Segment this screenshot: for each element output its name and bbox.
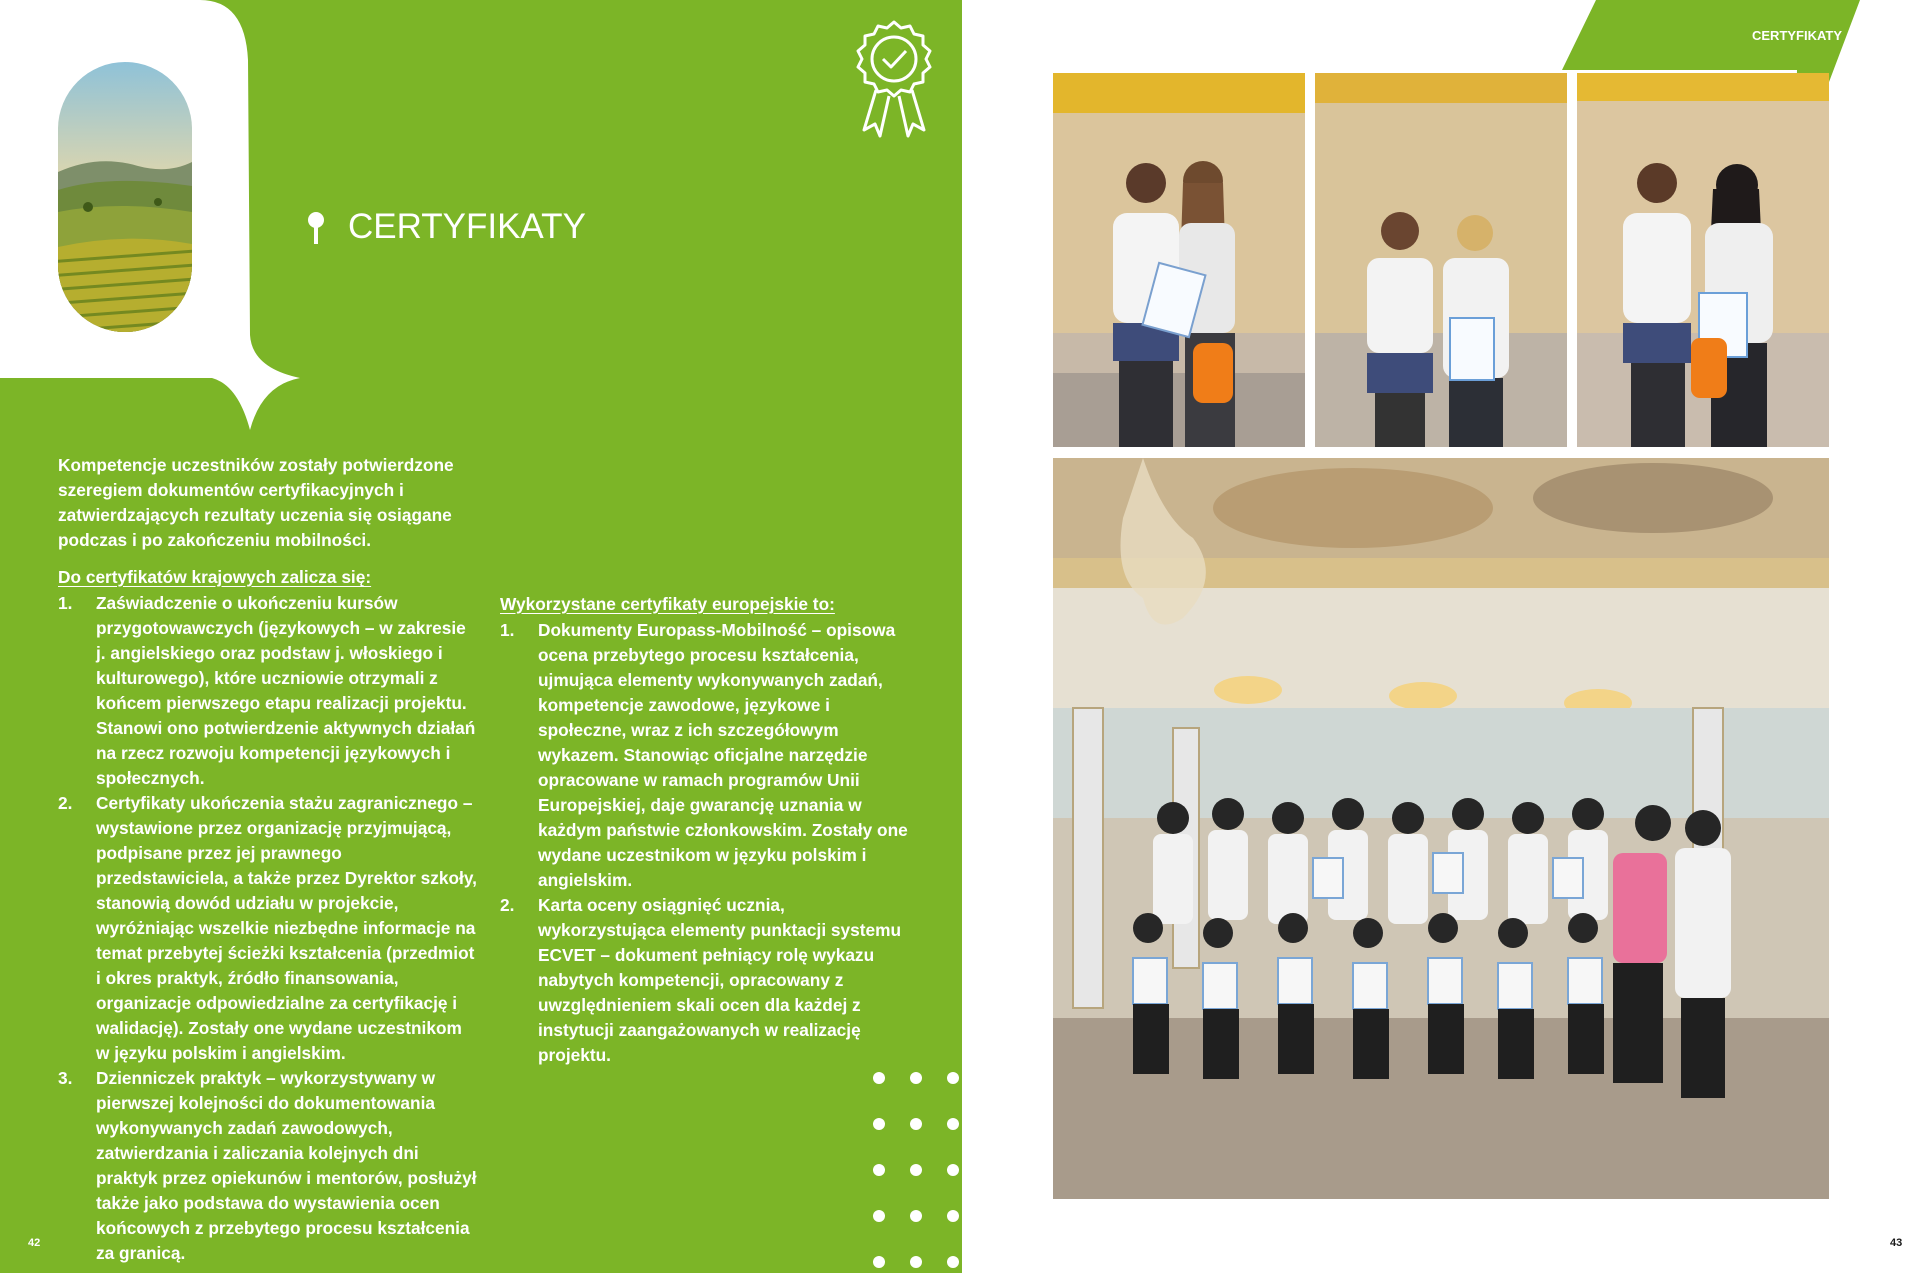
decor-dot [910, 1164, 922, 1176]
decor-dot [947, 1164, 959, 1176]
decor-dot [947, 1072, 959, 1084]
decor-dot [873, 1256, 885, 1268]
decor-dot [947, 1256, 959, 1268]
decor-dot [910, 1210, 922, 1222]
certificate-photo-2 [1315, 73, 1567, 447]
page-number: 43 [1890, 1237, 1903, 1249]
decor-dot [873, 1072, 885, 1084]
decor-dot [873, 1164, 885, 1176]
decor-dot [873, 1118, 885, 1130]
landscape-image [58, 62, 192, 332]
intro-paragraph: Kompetencje uczestników zostały potwierdzone szeregiem dokumentów certyfikacyjnych i zatwierdzających rezultaty uczenia się osiągane podczas i po zakończeniu mobilności. [58, 455, 454, 550]
certificate-photo-3 [1577, 73, 1829, 447]
list-item: 1. Dokumenty Europass-Mobilność – opisowa ocena przebytego procesu kształcenia, ujmująca elementy wykonywanych zadań, kompetencje zawodowe, językowe i społeczne, wraz z ich szczegółowym wykazem. Stanowiąc oficjalne narzędzie opracowane w ramach programów Unii Europejskiej, daje gwarancję uznania w każdym państwie członkowskim. Zostały one wydane uczestnikom w języku polskim i angielskim. [500, 620, 908, 890]
text-column-1 [58, 453, 478, 1266]
decor-dot [947, 1118, 959, 1130]
european-certificates-heading: Wykorzystane certyfikaty europejskie to: [500, 594, 835, 614]
location-pin-icon [306, 210, 326, 246]
page-number: 42 [28, 1237, 41, 1249]
decor-dot [910, 1118, 922, 1130]
certificate-photo-1 [1053, 73, 1305, 447]
list-item: 1. Zaświadczenie o ukończeniu kursów przygotowawczych (językowych – w zakresie j. angielskiego oraz podstaw j. włoskiego i kulturowego), które uczniowie otrzymali z końcem pierwszego etapu realizacji projektu. Stanowi ono potwierdzenie aktywnych działań na rzecz rozwoju kompetencji językowych i społecznych. [58, 593, 476, 788]
decor-dot [910, 1256, 922, 1268]
list-item: 2. Karta oceny osiągnięć ucznia, wykorzystująca elementy punktacji systemu ECVET – dokument pełniący rolę wykazu nabytych kompetencji, opracowany z uwzględnieniem skali ocen dla każdej z instytucji zaangażowanych w realizację projektu. [500, 895, 902, 1065]
section-label: CERTYFIKATY [1752, 28, 1843, 43]
text-column-2 [500, 592, 910, 1068]
national-certificates-heading: Do certyfikatów krajowych zalicza się: [58, 567, 372, 587]
page-title: CERTYFIKATY [348, 207, 586, 246]
award-ribbon-icon [842, 16, 946, 148]
decor-dot [947, 1210, 959, 1222]
group-photo [1053, 458, 1829, 1199]
decor-dot [910, 1072, 922, 1084]
list-item: 2. Certyfikaty ukończenia stażu zagranicznego – wystawione przez organizację przyjmującą, podpisane przez jej prawnego przedstawiciela, a także przez Dyrektor szkoły, stanowią dowód udziału w projekcie, wyróżniając wszelkie niezbędne informacje na temat przebytej ścieżki kształcenia (przedmiot i okres praktyk, źródło finansowania, organizacje odpowiedzialne za certyfikację i walidację). Zostały one wydane uczestnikom w języku polskim i angielskim. [58, 793, 477, 1063]
list-item: 3. Dzienniczek praktyk – wykorzystywany w pierwszej kolejności do dokumentowania wykonywanych zadań zawodowych, zatwierdzania i zaliczania kolejnych dni praktyk przez opiekunów i mentorów, posłużył także jako podstawa do wystawienia ocen końcowych z przebytego procesu kształcenia za granicą. [58, 1068, 477, 1263]
right-page [962, 0, 1920, 1273]
decor-dot [873, 1210, 885, 1222]
